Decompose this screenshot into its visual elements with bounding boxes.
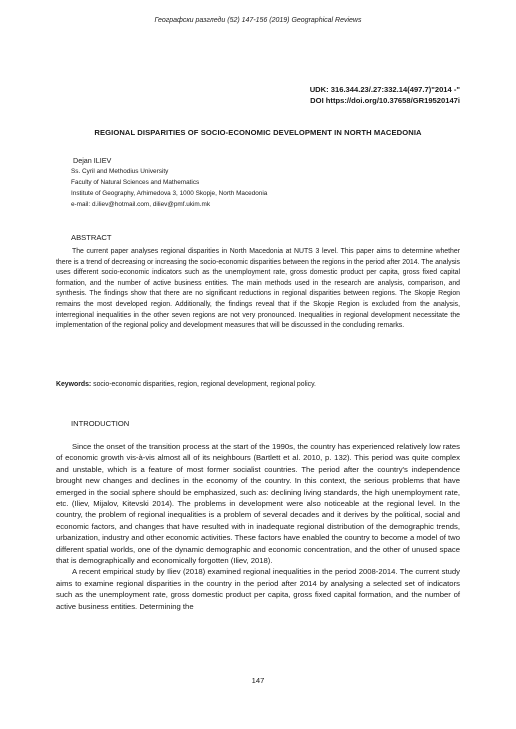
abstract-text: The current paper analyses regional disparities in North Macedonia at NUTS 3 level. This paper aims to determine whether there is a trend of decreasing or increasing the socio-economic disparities between the regions in the period after 2014. The analysis uses different socio-economic indicators such as the unemployment rate, gross domestic product per capita, gross fixed capital formation, and the number of active business entities. The main methods used in the research are analysis, comparison, and synthesis. The findings show that there are no significant reductions in regional disparities between regions. The Skopje Region remains the most developed region. Additionally, the findings reveal that if the Skopje Region is excluded from the analysis, interregional inequalities in the other seven regions are not very pronounced. Inequalities in regional development necessitate the implementation of the regional policy and development measures that will be discussed in the concluding remarks. — [56, 248, 460, 330]
running-header: Географски разгледи (52) 147-156 (2019) Geographical Reviews — [154, 17, 362, 24]
affiliation-line: Institute of Geography, Arhimedova 3, 1000 Skopje, North Macedonia — [71, 190, 268, 197]
affiliation-line: Faculty of Natural Sciences and Mathematics — [71, 179, 200, 186]
udk-code: UDK: 316.344.23/.27:332.14(497.7)"2014 -" — [309, 85, 460, 94]
introduction-heading: INTRODUCTION — [71, 419, 130, 428]
paragraph: Since the onset of the transition process at the start of the 1990s, the country has experienced relatively low rates of economic growth vis-à-vis almost all of its neighbours (Bartlett et al. 2010, p. 132). This period was quite complex and unstable, which is a feature of most former socialist countries. The period after the country's independence brought new changes and declines in the economy of the country. In this context, the serious problems that have emerged in the social sphere should be emphasized, such as: declining living standards, the high unemployment rate, etc. (Iliev, Mijalov, Kitevski 2014). The problems in development were also noticeable at the regional level. In the country, the problem of regional inequalities is a problem of several decades and it derives by the political, social and economic factors, and changes that have resulted with in inadequate regional distribution of the demographic trends, urbanization, industry and other economic activities. These factors have enabled the country to become a model of two different spatial worlds, one of the dynamic demographic and economic concentration, and the other of unused space that is demographically and economically forgotten (Iliev, 2018). — [56, 442, 460, 566]
paragraph: A recent empirical study by Iliev (2018) examined regional inequalities in the period 2008-2014. The current study aims to examine regional disparities in the country in the period after 2014 by analysing a selected set of indicators such as the unemployment rate, gross domestic product per capita, gross fixed capital formation, and the number of active business entities. Determining the — [56, 567, 460, 611]
keywords-text: socio-economic disparities, region, regional development, regional policy. — [91, 381, 316, 388]
doi-link[interactable]: DOI https://doi.org/10.37658/GR19520147i — [310, 96, 460, 105]
keywords — [56, 380, 460, 391]
page-number: 147 — [251, 676, 265, 685]
introduction-text — [56, 441, 460, 612]
author-block — [71, 155, 267, 210]
abstract-heading: ABSTRACT — [71, 233, 112, 242]
paper-title: REGIONAL DISPARITIES OF SOCIO-ECONOMIC DEVELOPMENT IN NORTH MACEDONIA — [94, 128, 422, 137]
author-name: Dejan ILIEV — [73, 156, 112, 165]
keywords-label: Keywords: — [56, 381, 92, 388]
identifiers-block — [310, 84, 460, 106]
affiliation-line: Ss. Cyril and Methodius University — [71, 168, 169, 175]
author-email[interactable]: e-mail: d.iliev@hotmail.com, diliev@pmf.ukim.mk — [71, 201, 211, 208]
